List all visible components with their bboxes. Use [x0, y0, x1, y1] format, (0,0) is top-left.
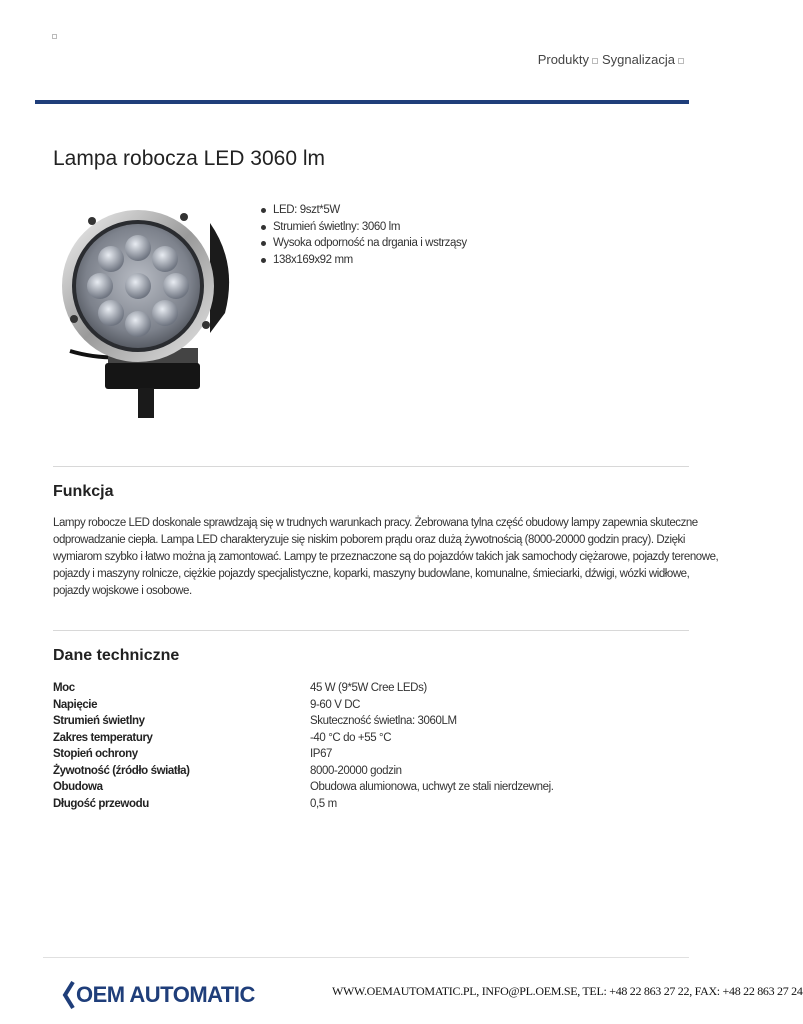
spec-label: Obudowa	[53, 781, 103, 793]
spec-label: Zakres temperatury	[53, 731, 153, 744]
breadcrumb-products-link[interactable]: Produkty	[537, 52, 589, 67]
spec-row	[53, 697, 653, 714]
logo-text: OEM AUTOMATIC	[76, 982, 255, 1007]
feature-item: LED: 9szt*5W	[258, 202, 467, 219]
function-heading: Funkcja	[53, 483, 114, 500]
function-line: wymiarom szybko i łatwo można ją zamontować. Lampy te przeznaczone są do pojazdów takich jak samochody ciężarowe, pojazdy terenowe,	[53, 551, 719, 563]
breadcrumb-separator-icon	[592, 58, 598, 64]
section-divider	[53, 630, 689, 631]
section-divider	[53, 466, 689, 467]
feature-item: Strumień świetlny: 3060 lm	[258, 219, 467, 236]
footer-contact: WWW.OEMAUTOMATIC.PL, INFO@PL.OEM.SE, TEL: +48 22 863 27 22, FAX: +48 22 863 27 24	[332, 984, 803, 998]
spec-row	[53, 680, 653, 697]
specs-heading: Dane techniczne	[53, 647, 180, 664]
spec-row	[53, 796, 653, 813]
spec-label: Długość przewodu	[53, 797, 149, 810]
feature-list	[258, 202, 467, 268]
spec-label: Stopień ochrony	[53, 748, 138, 760]
function-line: odprowadzanie ciepła. Lampa LED charakteryzuje się niskim poborem prądu oraz dużą żywotnością (8000-20000 godzin pracy). Dzięki	[53, 534, 685, 546]
spec-label: Strumień świetlny	[53, 715, 145, 727]
feature-item: Wysoka odporność na drgania i wstrząsy	[258, 235, 467, 252]
spec-label: Moc	[53, 682, 75, 694]
feature-item: 138x169x92 mm	[258, 252, 467, 269]
spec-label: Żywotność (źródło światła)	[53, 764, 190, 777]
spec-row	[53, 779, 653, 796]
spec-row	[53, 763, 653, 780]
function-line: pojazdy wojskowe i osobowe.	[53, 585, 192, 597]
spec-value: IP67	[310, 748, 333, 760]
breadcrumb-signaling-link[interactable]: Sygnalizacja	[602, 52, 675, 67]
breadcrumb	[538, 52, 688, 67]
spec-row	[53, 746, 653, 763]
product-image	[60, 193, 240, 428]
page-marker	[52, 34, 57, 39]
spec-value: 45 W (9*5W Cree LEDs)	[310, 682, 427, 694]
spec-value: -40 °C do +55 °C	[310, 731, 392, 744]
spec-value: 8000-20000 godzin	[310, 764, 402, 777]
header-rule	[35, 100, 689, 104]
footer-rule	[43, 957, 689, 958]
function-description	[53, 515, 725, 600]
breadcrumb-separator-icon	[678, 58, 684, 64]
spec-row	[53, 730, 653, 747]
spec-label: Napięcie	[53, 698, 98, 711]
spec-table	[53, 680, 653, 812]
spec-value: Obudowa alumionowa, uchwyt ze stali nierdzewnej.	[310, 781, 554, 793]
page-title: Lampa robocza LED 3060 lm	[53, 147, 325, 170]
function-line: pojazdy i maszyny rolnicze, ciężkie pojazdy specjalistyczne, koparki, maszyny budowlane, komunalne, śmieciarki, dźwigi, wózki widłowe,	[53, 568, 690, 580]
spec-value: Skuteczność świetlna: 3060LM	[310, 715, 457, 727]
spec-value: 9-60 V DC	[310, 698, 361, 711]
spec-row	[53, 713, 653, 730]
function-line: Lampy robocze LED doskonale sprawdzają się w trudnych warunkach pracy. Żebrowana tylna część obudowy lampy zapewnia skuteczne	[53, 517, 698, 529]
spec-value: 0,5 m	[310, 797, 337, 810]
